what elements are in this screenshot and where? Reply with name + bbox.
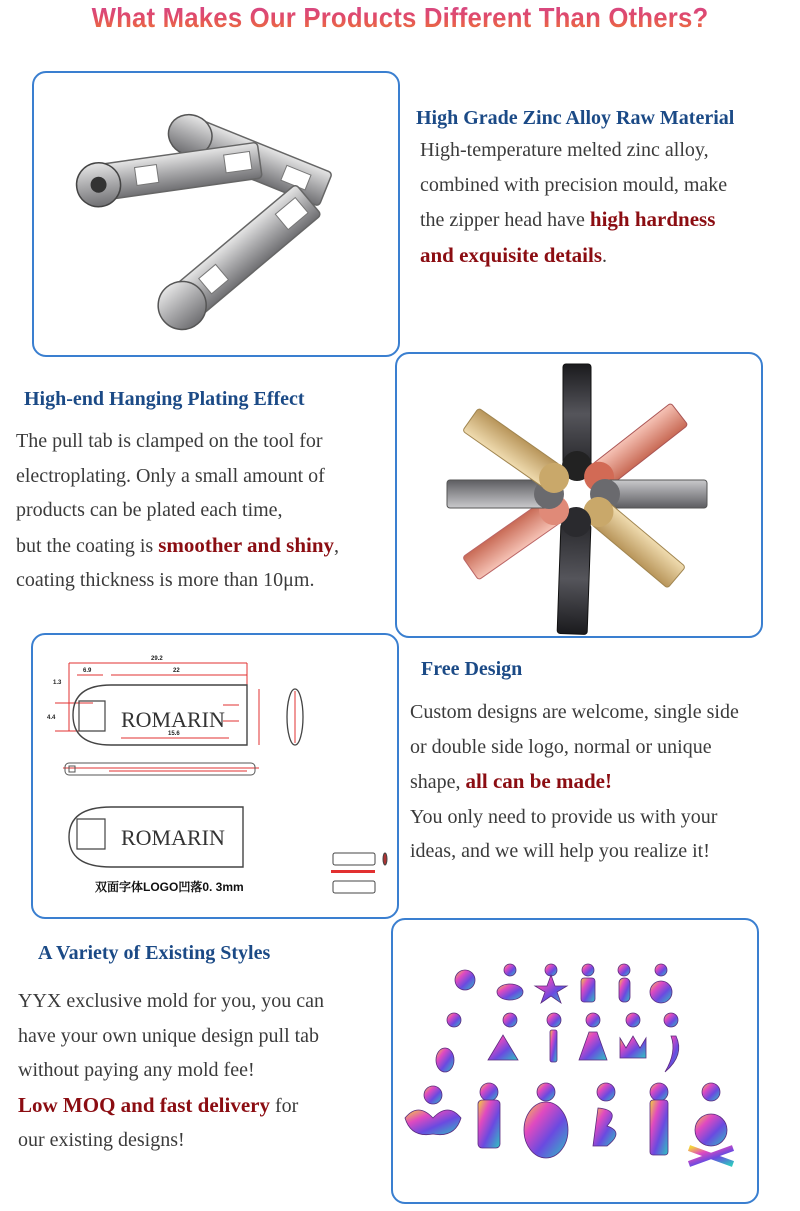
body-text: but the coating is — [16, 534, 159, 557]
section-heading: Free Design — [421, 658, 523, 680]
body-line: have your own unique design pull tab — [18, 1024, 320, 1047]
body-line: High-temperature melted zinc alloy, — [420, 139, 709, 161]
section-zinc-alloy — [416, 105, 734, 273]
body-line — [18, 1088, 324, 1124]
section-heading: A Variety of Existing Styles — [38, 942, 271, 964]
image-card-existing-styles — [391, 918, 759, 1204]
page-title: What Makes Our Products Different Than Others? — [32, 2, 768, 34]
section-heading: High Grade Zinc Alloy Raw Material — [416, 107, 735, 129]
body-text: , — [334, 534, 340, 557]
body-line: electroplating. Only a small amount of — [16, 464, 325, 487]
body-line: You only need to provide us with your — [410, 805, 718, 828]
section-heading: High-end Hanging Plating Effect — [24, 388, 305, 410]
image-card-free-design — [31, 633, 399, 919]
body-text: for — [270, 1094, 299, 1117]
highlight-text: all can be made! — [465, 769, 612, 793]
body-text: . — [602, 244, 608, 267]
section-existing-styles — [18, 940, 324, 1158]
body-line: YYX exclusive mold for you, you can — [18, 990, 325, 1012]
section-body — [410, 695, 739, 869]
body-line: combined with precision mould, make — [420, 173, 728, 196]
body-text: shape, — [410, 771, 466, 793]
highlight-text: smoother and shiny — [158, 532, 335, 557]
highlight-text: and exquisite details — [420, 242, 603, 267]
image-card-plating — [395, 352, 763, 638]
drawing-caption: 双面字体LOGO凹落0. 3mm — [95, 880, 244, 894]
dim-label: 29.2 — [151, 656, 163, 662]
body-line: ideas, and we will help you realize it! — [410, 840, 710, 862]
body-line — [420, 238, 734, 274]
highlight-text: high hardness — [589, 207, 716, 231]
section-body — [18, 984, 324, 1158]
section-body — [420, 133, 734, 273]
dim-label: 1.3 — [53, 680, 62, 686]
logo-text: ROMARIN — [121, 825, 225, 850]
section-body — [16, 424, 339, 598]
body-line: without paying any mold fee! — [18, 1059, 255, 1081]
body-line: Custom designs are welcome, single side — [410, 701, 739, 723]
dim-label: 22 — [173, 668, 180, 674]
body-line: coating thickness is more than 10μm. — [16, 569, 315, 591]
highlight-text: Low MOQ and fast delivery — [18, 1092, 270, 1117]
body-line — [410, 764, 739, 800]
dim-label: 15.6 — [168, 731, 180, 737]
section-plating — [16, 386, 339, 598]
body-line: products can be plated each time, — [16, 499, 283, 521]
zipper-puller-silver-icon — [34, 73, 398, 355]
image-card-zinc-alloy — [32, 71, 400, 357]
body-line: or double side logo, normal or unique — [410, 735, 712, 758]
body-text: the zipper head have — [420, 209, 590, 231]
body-line — [16, 528, 339, 564]
body-line — [420, 202, 734, 238]
dim-label: 4.4 — [47, 715, 56, 721]
technical-drawing — [33, 635, 397, 917]
body-line: our existing designs! — [18, 1129, 185, 1151]
rainbow-puller-icon — [393, 920, 757, 1202]
dim-label: 6.9 — [83, 668, 92, 674]
logo-text: ROMARIN — [121, 707, 225, 732]
body-line: The pull tab is clamped on the tool for — [16, 430, 323, 452]
zipper-puller-plated-icon — [397, 354, 761, 636]
section-free-design — [410, 656, 739, 869]
